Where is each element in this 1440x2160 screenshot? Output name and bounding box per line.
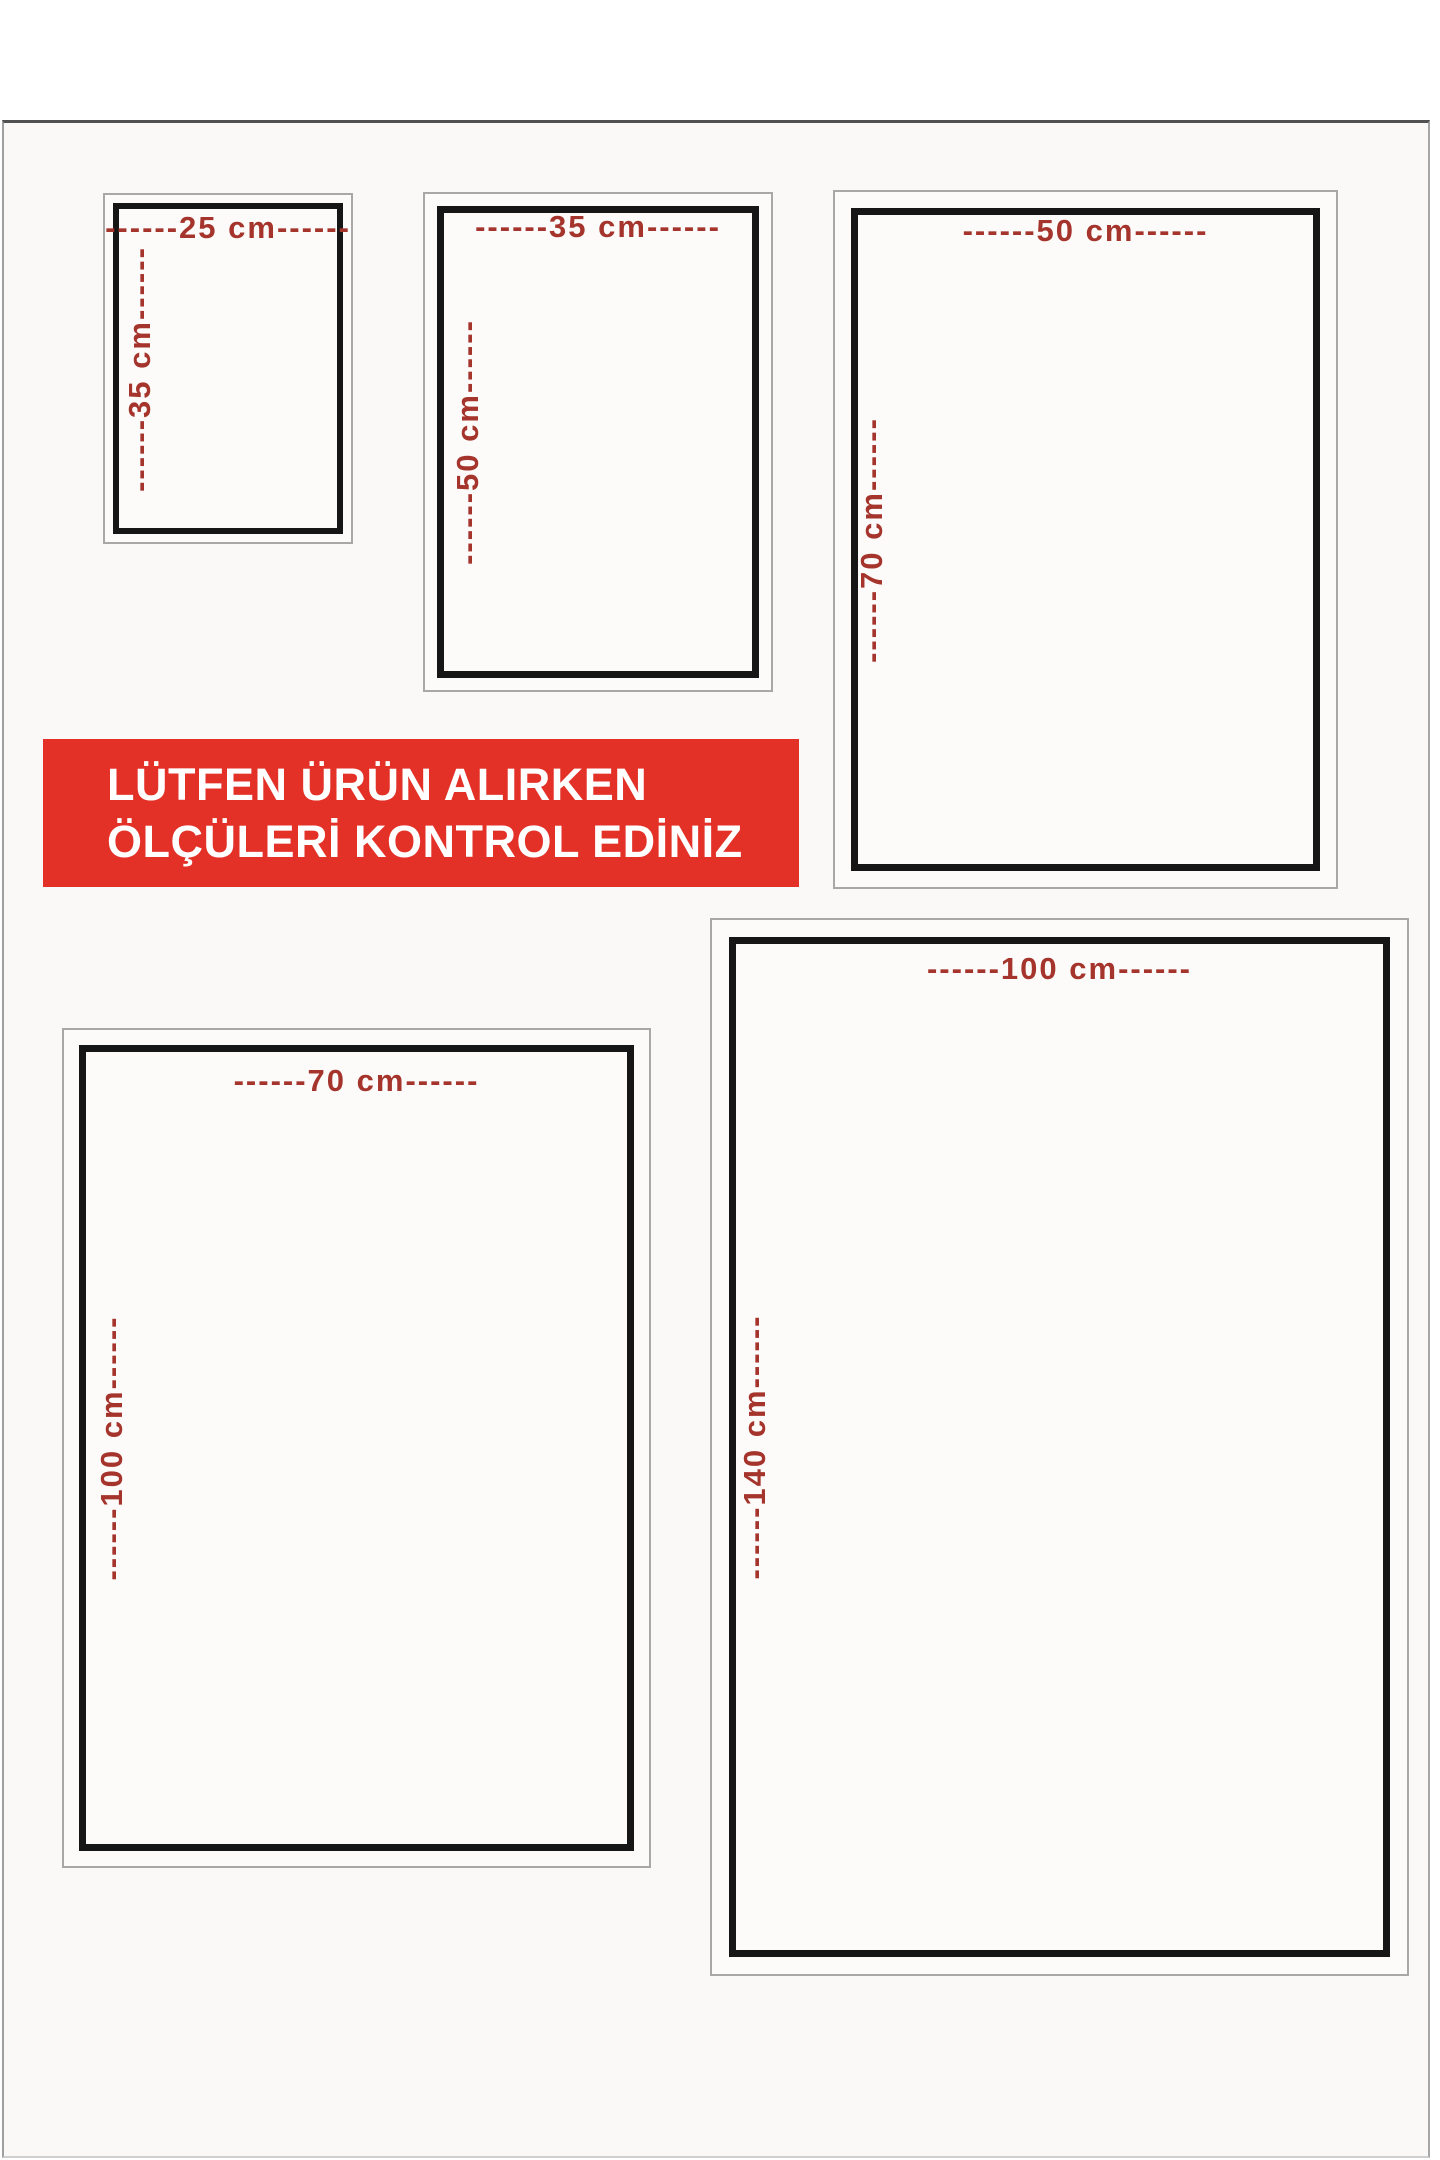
size-box-35x50 [423,192,773,692]
height-label-35cm: ------35 cm------ [122,245,157,492]
size-box-70x100 [62,1028,651,1868]
size-box-50x70-inner-frame [851,208,1320,871]
warning-banner-line-2: ÖLÇÜLERİ KONTROL EDİNİZ [107,816,743,867]
height-label-100cm: ------100 cm------ [94,1315,129,1581]
size-box-100x140-inner-frame [729,937,1390,1957]
height-label-70cm: ------70 cm------ [854,416,889,663]
width-label-100cm: ------100 cm------ [926,951,1193,986]
size-box-25x35 [103,193,353,544]
width-label-50cm: ------50 cm------ [962,213,1209,248]
width-label-25cm: ------25 cm------ [105,210,351,245]
size-box-70x100-inner-frame [79,1045,634,1851]
size-box-50x70 [833,190,1338,889]
height-label-50cm: ------50 cm------ [450,319,485,565]
warning-banner-line-1: LÜTFEN ÜRÜN ALIRKEN [107,759,648,810]
width-label-35cm: ------35 cm------ [475,209,721,244]
height-label-140cm: ------140 cm------ [737,1314,772,1580]
warning-banner [43,739,799,887]
size-box-100x140 [710,918,1409,1976]
width-label-70cm: ------70 cm------ [233,1063,480,1098]
